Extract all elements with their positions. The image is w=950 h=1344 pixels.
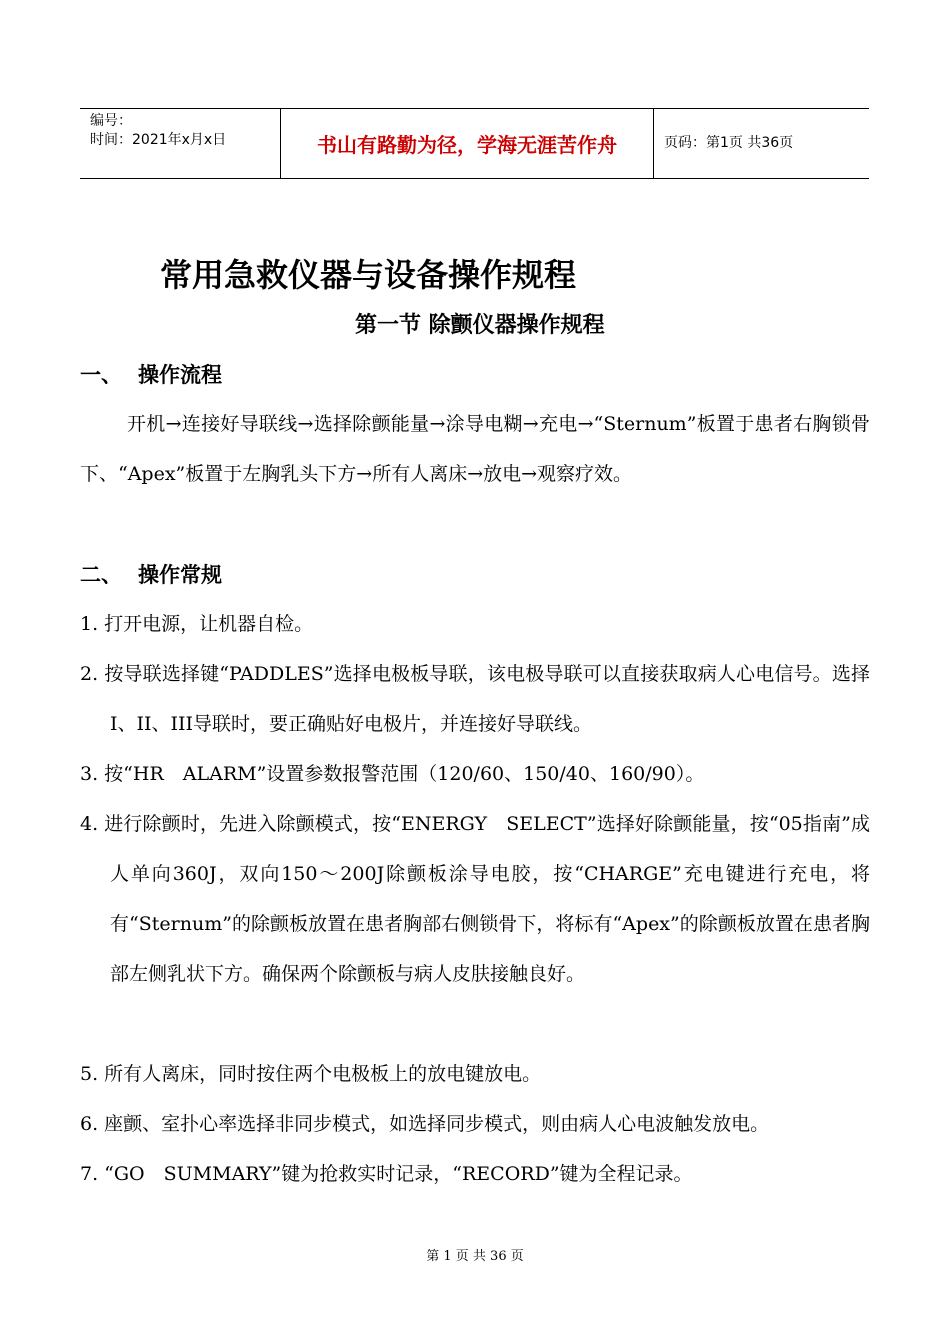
- page-info: 页码：第1页 共36页: [664, 135, 794, 151]
- header-table: [80, 108, 869, 179]
- list-item: 4. 进行除颤时，先进入除颤模式，按“ENERGY SELECT”选择好除颤能量，按“05指南”成人单向360J，双向150～200J除颤板涂导电胶，按“CHARGE”充电键进行充电，将有“Sternum”的除颤板放置在患者胸部右侧锁骨下，将标有“Apex”的除颤板放置在患者胸部左侧乳状下方。确保两个除颤板与病人皮肤接触良好。: [80, 813, 870, 985]
- header-motto-cell: [281, 109, 654, 178]
- list-item: 1. 打开电源，让机器自检。: [80, 613, 314, 635]
- time-label: 时间：2021年x月x日: [90, 132, 227, 148]
- section-title: 操作流程: [138, 363, 222, 387]
- header-meta-cell: [80, 109, 281, 178]
- header-page-cell: [654, 109, 869, 178]
- list-item: 5. 所有人离床，同时按住两个电极板上的放电键放电。: [80, 1063, 542, 1085]
- section-subtitle: 第一节 除颤仪器操作规程: [355, 313, 605, 338]
- flow-paragraph: 开机→连接好导联线→选择除颤能量→涂导电糊→充电→“Sternum”板置于患者右胸锁骨下、“Apex”板置于左胸乳头下方→所有人离床→放电→观察疗效。: [80, 413, 870, 485]
- section-number: 二、: [80, 563, 122, 587]
- motto: 书山有路勤为径，学海无涯苦作舟: [317, 133, 617, 157]
- list-item: 7. “GO SUMMARY”键为抢救实时记录，“RECORD”键为全程记录。: [80, 1163, 693, 1185]
- page-footer: 第 1 页 共 36 页: [426, 1249, 524, 1264]
- list-item: 6. 座颤、室扑心率选择非同步模式，如选择同步模式，则由病人心电波触发放电。: [80, 1113, 770, 1135]
- section-title: 操作常规: [138, 563, 222, 587]
- section-number: 一、: [80, 363, 122, 387]
- document-title: 常用急救仪器与设备操作规程: [160, 256, 577, 294]
- number-label: 编号：: [90, 113, 132, 129]
- list-item: 3. 按“HR ALARM”设置参数报警范围（120/60、150/40、160/90）。: [80, 763, 705, 785]
- section-heading-1: [80, 360, 222, 390]
- list-item: 2. 按导联选择键“PADDLES”选择电极板导联，该电极导联可以直接获取病人心电信号。选择I、II、III导联时，要正确贴好电极片，并连接好导联线。: [80, 663, 870, 735]
- section-heading-2: [80, 560, 222, 590]
